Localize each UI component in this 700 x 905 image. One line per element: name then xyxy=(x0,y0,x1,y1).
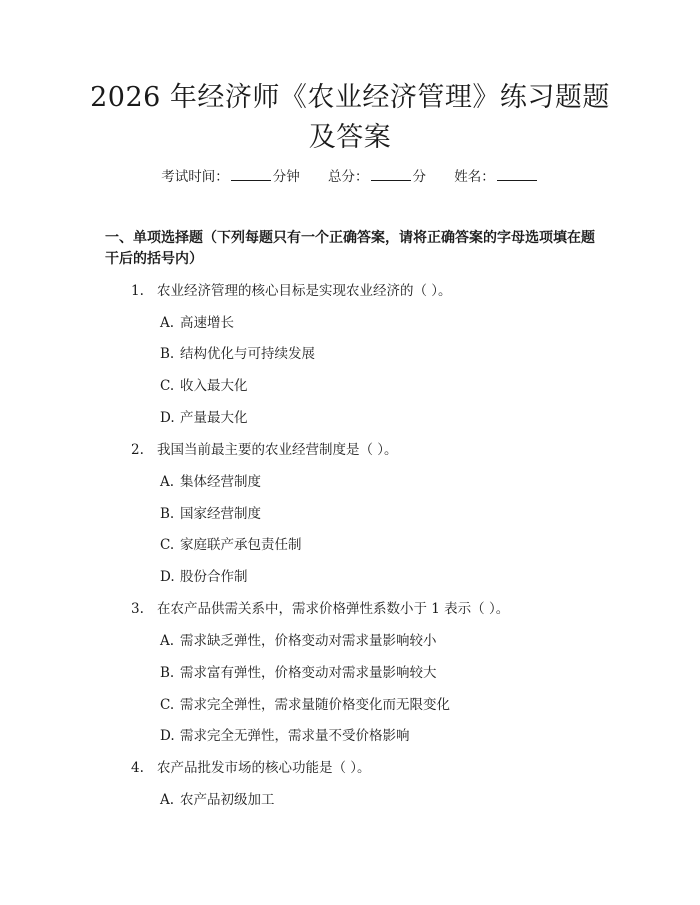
name-label: 姓名： xyxy=(454,169,495,185)
question-number: 1. xyxy=(131,283,144,299)
name-blank xyxy=(497,167,537,181)
question-2-option-a xyxy=(160,472,261,492)
exam-time-blank xyxy=(231,167,271,181)
question-number: 4. xyxy=(131,760,144,776)
option-letter: A. xyxy=(160,792,175,808)
option-letter: B. xyxy=(160,506,175,522)
exam-meta-line xyxy=(0,166,700,188)
option-text: 农产品初级加工 xyxy=(180,792,275,808)
option-text: 结构优化与可持续发展 xyxy=(180,346,315,362)
option-letter: D. xyxy=(160,728,175,744)
option-text: 产量最大化 xyxy=(180,410,248,426)
total-score-field xyxy=(328,166,426,188)
question-2-option-b xyxy=(160,504,261,524)
question-text: 农产品批发市场的核心功能是（ ）。 xyxy=(157,760,371,776)
question-3-option-d xyxy=(160,726,410,746)
question-text: 农业经济管理的核心目标是实现农业经济的（ ）。 xyxy=(157,283,452,299)
question-text: 在农产品供需关系中，需求价格弹性系数小于 1 表示（ ）。 xyxy=(157,601,510,617)
exam-time-field xyxy=(161,166,300,188)
question-1-option-b xyxy=(160,344,315,364)
option-text: 需求完全无弹性，需求量不受价格影响 xyxy=(180,728,410,744)
option-letter: A. xyxy=(160,633,175,649)
exam-time-label: 考试时间： xyxy=(161,169,229,185)
option-letter: B. xyxy=(160,665,175,681)
option-letter: D. xyxy=(160,410,175,426)
total-score-unit: 分 xyxy=(412,169,426,185)
option-text: 股份合作制 xyxy=(180,569,248,585)
option-text: 高速增长 xyxy=(180,315,234,331)
question-1-option-c xyxy=(160,376,248,396)
option-letter: B. xyxy=(160,346,175,362)
option-letter: A. xyxy=(160,474,175,490)
question-1-option-a xyxy=(160,313,234,333)
option-letter: C. xyxy=(160,378,175,394)
total-score-blank xyxy=(371,167,411,181)
document-title: 2026 年经济师《农业经济管理》练习题题及答案 xyxy=(90,82,610,153)
name-field xyxy=(454,166,539,188)
question-number: 2. xyxy=(131,442,144,458)
question-3 xyxy=(131,599,509,619)
option-letter: C. xyxy=(160,697,175,713)
question-3-option-b xyxy=(160,663,437,683)
option-text: 收入最大化 xyxy=(180,378,248,394)
option-text: 需求完全弹性，需求量随价格变化而无限变化 xyxy=(180,697,450,713)
question-1 xyxy=(131,281,452,301)
question-2-option-d xyxy=(160,567,248,587)
option-letter: C. xyxy=(160,537,175,553)
question-number: 3. xyxy=(131,601,144,617)
question-3-option-a xyxy=(160,631,437,651)
section-heading: 一、单项选择题（下列每题只有一个正确答案，请将正确答案的字母选项填在题干后的括号内） xyxy=(105,230,595,267)
total-score-label: 总分： xyxy=(328,169,369,185)
question-3-option-c xyxy=(160,695,450,715)
question-text: 我国当前最主要的农业经营制度是（ ）。 xyxy=(157,442,398,458)
option-text: 需求缺乏弹性，价格变动对需求量影响较小 xyxy=(180,633,437,649)
question-4 xyxy=(131,758,371,778)
option-letter: D. xyxy=(160,569,175,585)
option-text: 集体经营制度 xyxy=(180,474,261,490)
question-1-option-d xyxy=(160,408,248,428)
question-4-option-a xyxy=(160,790,275,810)
option-text: 家庭联产承包责任制 xyxy=(180,537,302,553)
option-text: 需求富有弹性，价格变动对需求量影响较大 xyxy=(180,665,437,681)
option-text: 国家经营制度 xyxy=(180,506,261,522)
option-letter: A. xyxy=(160,315,175,331)
question-2 xyxy=(131,440,398,460)
exam-time-unit: 分钟 xyxy=(272,169,300,185)
question-2-option-c xyxy=(160,535,302,555)
